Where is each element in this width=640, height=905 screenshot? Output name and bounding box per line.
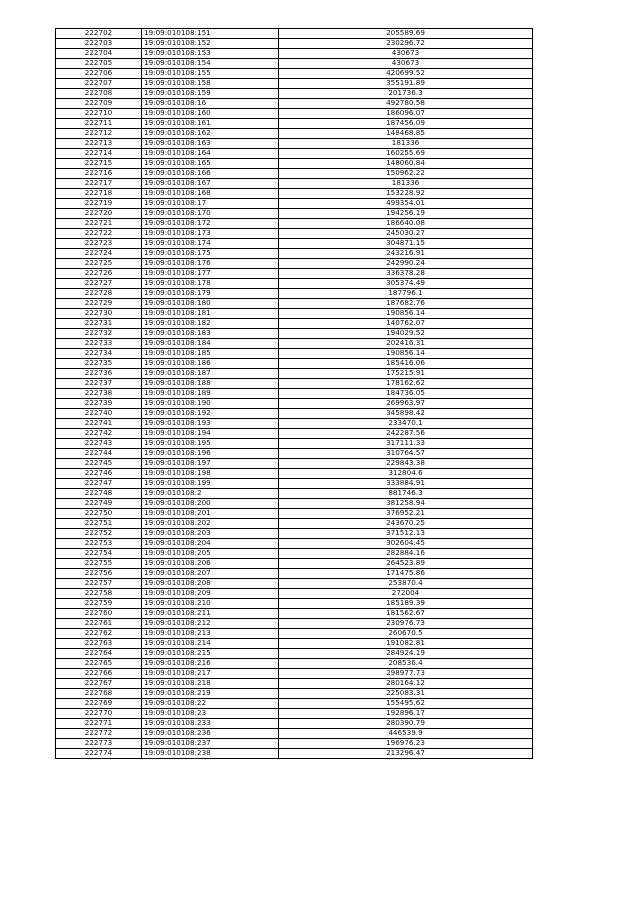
value-cell: 196976.23 xyxy=(279,739,533,749)
cadastral-number-cell: 19:09:010108:214 xyxy=(142,639,279,649)
row-id-cell: 222708 xyxy=(56,89,142,99)
row-id-cell: 222729 xyxy=(56,299,142,309)
cadastral-number-cell: 19:09:010108:167 xyxy=(142,179,279,189)
table-row xyxy=(56,729,533,739)
cadastral-number-cell: 19:09:010108:151 xyxy=(142,29,279,39)
value-cell: 376952.21 xyxy=(279,509,533,519)
cadastral-number-cell: 19:09:010108:173 xyxy=(142,229,279,239)
table-row xyxy=(56,539,533,549)
row-id-cell: 222757 xyxy=(56,579,142,589)
cadastral-number-cell: 19:09:010108:16 xyxy=(142,99,279,109)
cadastral-number-cell: 19:09:010108:195 xyxy=(142,439,279,449)
row-id-cell: 222746 xyxy=(56,469,142,479)
cadastral-number-cell: 19:09:010108:190 xyxy=(142,399,279,409)
row-id-cell: 222714 xyxy=(56,149,142,159)
row-id-cell: 222721 xyxy=(56,219,142,229)
cadastral-number-cell: 19:09:010108:181 xyxy=(142,309,279,319)
value-cell: 420699.52 xyxy=(279,69,533,79)
value-cell: 446539.9 xyxy=(279,729,533,739)
row-id-cell: 222766 xyxy=(56,669,142,679)
row-id-cell: 222738 xyxy=(56,389,142,399)
cadastral-number-cell: 19:09:010108:152 xyxy=(142,39,279,49)
cadastral-number-cell: 19:09:010108:177 xyxy=(142,269,279,279)
table-row xyxy=(56,339,533,349)
row-id-cell: 222703 xyxy=(56,39,142,49)
row-id-cell: 222749 xyxy=(56,499,142,509)
row-id-cell: 222736 xyxy=(56,369,142,379)
row-id-cell: 222773 xyxy=(56,739,142,749)
table-row xyxy=(56,129,533,139)
value-cell: 184736.05 xyxy=(279,389,533,399)
value-cell: 298977.73 xyxy=(279,669,533,679)
cadastral-number-cell: 19:09:010108:215 xyxy=(142,649,279,659)
cadastral-number-cell: 19:09:010108:211 xyxy=(142,609,279,619)
value-cell: 229843.38 xyxy=(279,459,533,469)
table-row xyxy=(56,279,533,289)
row-id-cell: 222724 xyxy=(56,249,142,259)
value-cell: 171475.86 xyxy=(279,569,533,579)
table-row xyxy=(56,719,533,729)
cadastral-number-cell: 19:09:010108:196 xyxy=(142,449,279,459)
cadastral-number-cell: 19:09:010108:2 xyxy=(142,489,279,499)
row-id-cell: 222705 xyxy=(56,59,142,69)
value-cell: 260670.5 xyxy=(279,629,533,639)
value-cell: 185416.06 xyxy=(279,359,533,369)
cadastral-number-cell: 19:09:010108:180 xyxy=(142,299,279,309)
value-cell: 304871.15 xyxy=(279,239,533,249)
row-id-cell: 222760 xyxy=(56,609,142,619)
cadastral-number-cell: 19:09:010108:23 xyxy=(142,709,279,719)
row-id-cell: 222720 xyxy=(56,209,142,219)
row-id-cell: 222726 xyxy=(56,269,142,279)
row-id-cell: 222741 xyxy=(56,419,142,429)
value-cell: 302604.45 xyxy=(279,539,533,549)
table-row xyxy=(56,49,533,59)
table-row xyxy=(56,349,533,359)
row-id-cell: 222767 xyxy=(56,679,142,689)
cadastral-number-cell: 19:09:010108:178 xyxy=(142,279,279,289)
cadastral-number-cell: 19:09:010108:209 xyxy=(142,589,279,599)
row-id-cell: 222715 xyxy=(56,159,142,169)
row-id-cell: 222759 xyxy=(56,599,142,609)
value-cell: 186640.08 xyxy=(279,219,533,229)
cadastral-number-cell: 19:09:010108:17 xyxy=(142,199,279,209)
cadastral-number-cell: 19:09:010108:179 xyxy=(142,289,279,299)
value-cell: 190856.14 xyxy=(279,309,533,319)
table-row xyxy=(56,109,533,119)
value-cell: 230296.72 xyxy=(279,39,533,49)
row-id-cell: 222740 xyxy=(56,409,142,419)
table-row xyxy=(56,359,533,369)
row-id-cell: 222769 xyxy=(56,699,142,709)
cadastral-number-cell: 19:09:010108:159 xyxy=(142,89,279,99)
value-cell: 208536.4 xyxy=(279,659,533,669)
table-row xyxy=(56,99,533,109)
table-row xyxy=(56,439,533,449)
value-cell: 245030.27 xyxy=(279,229,533,239)
value-cell: 312804.6 xyxy=(279,469,533,479)
value-cell: 202416.31 xyxy=(279,339,533,349)
value-cell: 178162.62 xyxy=(279,379,533,389)
cadastral-number-cell: 19:09:010108:194 xyxy=(142,429,279,439)
value-cell: 192896.17 xyxy=(279,709,533,719)
table-row xyxy=(56,519,533,529)
table-row xyxy=(56,499,533,509)
row-id-cell: 222754 xyxy=(56,549,142,559)
cadastral-number-cell: 19:09:010108:176 xyxy=(142,259,279,269)
row-id-cell: 222753 xyxy=(56,539,142,549)
table-row xyxy=(56,479,533,489)
row-id-cell: 222751 xyxy=(56,519,142,529)
table-row xyxy=(56,229,533,239)
cadastral-number-cell: 19:09:010108:207 xyxy=(142,569,279,579)
row-id-cell: 222711 xyxy=(56,119,142,129)
cadastral-number-cell: 19:09:010108:174 xyxy=(142,239,279,249)
cadastral-number-cell: 19:09:010108:163 xyxy=(142,139,279,149)
row-id-cell: 222713 xyxy=(56,139,142,149)
row-id-cell: 222702 xyxy=(56,29,142,39)
value-cell: 187796.1 xyxy=(279,289,533,299)
value-cell: 140762.07 xyxy=(279,319,533,329)
table-row xyxy=(56,79,533,89)
row-id-cell: 222763 xyxy=(56,639,142,649)
row-id-cell: 222722 xyxy=(56,229,142,239)
value-cell: 333884.91 xyxy=(279,479,533,489)
cadastral-number-cell: 19:09:010108:164 xyxy=(142,149,279,159)
data-table xyxy=(55,28,533,759)
cadastral-number-cell: 19:09:010108:199 xyxy=(142,479,279,489)
cadastral-number-cell: 19:09:010108:184 xyxy=(142,339,279,349)
value-cell: 310764.57 xyxy=(279,449,533,459)
cadastral-number-cell: 19:09:010108:158 xyxy=(142,79,279,89)
cadastral-number-cell: 19:09:010108:204 xyxy=(142,539,279,549)
row-id-cell: 222728 xyxy=(56,289,142,299)
row-id-cell: 222774 xyxy=(56,749,142,759)
cadastral-number-cell: 19:09:010108:217 xyxy=(142,669,279,679)
table-row xyxy=(56,249,533,259)
table-row xyxy=(56,659,533,669)
row-id-cell: 222716 xyxy=(56,169,142,179)
table-row xyxy=(56,209,533,219)
row-id-cell: 222737 xyxy=(56,379,142,389)
table-row xyxy=(56,369,533,379)
table-row xyxy=(56,139,533,149)
table-row xyxy=(56,529,533,539)
value-cell: 155495.62 xyxy=(279,699,533,709)
value-cell: 280390.79 xyxy=(279,719,533,729)
row-id-cell: 222772 xyxy=(56,729,142,739)
table-row xyxy=(56,699,533,709)
table-row xyxy=(56,309,533,319)
table-row xyxy=(56,159,533,169)
row-id-cell: 222719 xyxy=(56,199,142,209)
cadastral-number-cell: 19:09:010108:200 xyxy=(142,499,279,509)
row-id-cell: 222707 xyxy=(56,79,142,89)
row-id-cell: 222764 xyxy=(56,649,142,659)
value-cell: 317111.33 xyxy=(279,439,533,449)
cadastral-number-cell: 19:09:010108:198 xyxy=(142,469,279,479)
row-id-cell: 222732 xyxy=(56,329,142,339)
cadastral-number-cell: 19:09:010108:213 xyxy=(142,629,279,639)
row-id-cell: 222750 xyxy=(56,509,142,519)
value-cell: 305374.49 xyxy=(279,279,533,289)
value-cell: 264523.89 xyxy=(279,559,533,569)
row-id-cell: 222733 xyxy=(56,339,142,349)
cadastral-number-cell: 19:09:010108:166 xyxy=(142,169,279,179)
table-row xyxy=(56,379,533,389)
value-cell: 160255.69 xyxy=(279,149,533,159)
cadastral-number-cell: 19:09:010108:165 xyxy=(142,159,279,169)
table-row xyxy=(56,299,533,309)
cadastral-number-cell: 19:09:010108:185 xyxy=(142,349,279,359)
table-row xyxy=(56,579,533,589)
row-id-cell: 222717 xyxy=(56,179,142,189)
table-row xyxy=(56,89,533,99)
table-row xyxy=(56,489,533,499)
value-cell: 213296.47 xyxy=(279,749,533,759)
cadastral-number-cell: 19:09:010108:22 xyxy=(142,699,279,709)
value-cell: 148060.84 xyxy=(279,159,533,169)
cadastral-number-cell: 19:09:010108:172 xyxy=(142,219,279,229)
value-cell: 492780.58 xyxy=(279,99,533,109)
value-cell: 282884.16 xyxy=(279,549,533,559)
value-cell: 187682.76 xyxy=(279,299,533,309)
value-cell: 185189.39 xyxy=(279,599,533,609)
table-row xyxy=(56,459,533,469)
table-row xyxy=(56,569,533,579)
cadastral-number-cell: 19:09:010108:154 xyxy=(142,59,279,69)
table-row xyxy=(56,219,533,229)
table-row xyxy=(56,619,533,629)
table-row xyxy=(56,709,533,719)
value-cell: 430673 xyxy=(279,49,533,59)
cadastral-number-cell: 19:09:010108:162 xyxy=(142,129,279,139)
row-id-cell: 222712 xyxy=(56,129,142,139)
cadastral-number-cell: 19:09:010108:202 xyxy=(142,519,279,529)
row-id-cell: 222735 xyxy=(56,359,142,369)
value-cell: 194256.19 xyxy=(279,209,533,219)
table-row xyxy=(56,59,533,69)
value-cell: 243216.91 xyxy=(279,249,533,259)
table-row xyxy=(56,689,533,699)
row-id-cell: 222756 xyxy=(56,569,142,579)
value-cell: 355191.89 xyxy=(279,79,533,89)
cadastral-number-cell: 19:09:010108:197 xyxy=(142,459,279,469)
table-row xyxy=(56,609,533,619)
value-cell: 181336 xyxy=(279,139,533,149)
table-row xyxy=(56,399,533,409)
value-cell: 150962.22 xyxy=(279,169,533,179)
cadastral-number-cell: 19:09:010108:212 xyxy=(142,619,279,629)
cadastral-number-cell: 19:09:010108:216 xyxy=(142,659,279,669)
table-row xyxy=(56,69,533,79)
table-row xyxy=(56,749,533,759)
table-row xyxy=(56,449,533,459)
row-id-cell: 222718 xyxy=(56,189,142,199)
value-cell: 225083.31 xyxy=(279,689,533,699)
row-id-cell: 222762 xyxy=(56,629,142,639)
table-row xyxy=(56,169,533,179)
value-cell: 175215.91 xyxy=(279,369,533,379)
row-id-cell: 222727 xyxy=(56,279,142,289)
value-cell: 186096.07 xyxy=(279,109,533,119)
cadastral-number-cell: 19:09:010108:153 xyxy=(142,49,279,59)
row-id-cell: 222748 xyxy=(56,489,142,499)
table-row xyxy=(56,119,533,129)
table-row xyxy=(56,259,533,269)
row-id-cell: 222747 xyxy=(56,479,142,489)
row-id-cell: 222771 xyxy=(56,719,142,729)
table-row xyxy=(56,329,533,339)
value-cell: 153228.92 xyxy=(279,189,533,199)
cadastral-number-cell: 19:09:010108:208 xyxy=(142,579,279,589)
value-cell: 430673 xyxy=(279,59,533,69)
cadastral-number-cell: 19:09:010108:175 xyxy=(142,249,279,259)
cadastral-number-cell: 19:09:010108:203 xyxy=(142,529,279,539)
table-row xyxy=(56,179,533,189)
table-row xyxy=(56,189,533,199)
table-row xyxy=(56,389,533,399)
table-row xyxy=(56,419,533,429)
table-row xyxy=(56,559,533,569)
cadastral-number-cell: 19:09:010108:192 xyxy=(142,409,279,419)
row-id-cell: 222761 xyxy=(56,619,142,629)
cadastral-number-cell: 19:09:010108:170 xyxy=(142,209,279,219)
table-row xyxy=(56,639,533,649)
row-id-cell: 222745 xyxy=(56,459,142,469)
table-row xyxy=(56,549,533,559)
cadastral-number-cell: 19:09:010108:238 xyxy=(142,749,279,759)
table-row xyxy=(56,629,533,639)
row-id-cell: 222755 xyxy=(56,559,142,569)
table-row xyxy=(56,319,533,329)
table-row xyxy=(56,289,533,299)
row-id-cell: 222734 xyxy=(56,349,142,359)
row-id-cell: 222739 xyxy=(56,399,142,409)
row-id-cell: 222731 xyxy=(56,319,142,329)
cadastral-number-cell: 19:09:010108:155 xyxy=(142,69,279,79)
row-id-cell: 222758 xyxy=(56,589,142,599)
table-row xyxy=(56,29,533,39)
value-cell: 242990.24 xyxy=(279,259,533,269)
value-cell: 181562.67 xyxy=(279,609,533,619)
value-cell: 194029.52 xyxy=(279,329,533,339)
cadastral-number-cell: 19:09:010108:210 xyxy=(142,599,279,609)
row-id-cell: 222704 xyxy=(56,49,142,59)
table-row xyxy=(56,269,533,279)
table-row xyxy=(56,589,533,599)
value-cell: 233470.1 xyxy=(279,419,533,429)
value-cell: 272004 xyxy=(279,589,533,599)
value-cell: 284924.19 xyxy=(279,649,533,659)
row-id-cell: 222709 xyxy=(56,99,142,109)
row-id-cell: 222752 xyxy=(56,529,142,539)
table-row xyxy=(56,649,533,659)
table-row xyxy=(56,199,533,209)
value-cell: 881746.3 xyxy=(279,489,533,499)
cadastral-number-cell: 19:09:010108:236 xyxy=(142,729,279,739)
cadastral-number-cell: 19:09:010108:186 xyxy=(142,359,279,369)
value-cell: 280164.12 xyxy=(279,679,533,689)
value-cell: 345898.42 xyxy=(279,409,533,419)
cadastral-number-cell: 19:09:010108:205 xyxy=(142,549,279,559)
cadastral-number-cell: 19:09:010108:188 xyxy=(142,379,279,389)
value-cell: 243670.25 xyxy=(279,519,533,529)
cadastral-number-cell: 19:09:010108:168 xyxy=(142,189,279,199)
value-cell: 371512.13 xyxy=(279,529,533,539)
row-id-cell: 222706 xyxy=(56,69,142,79)
row-id-cell: 222730 xyxy=(56,309,142,319)
value-cell: 253870.4 xyxy=(279,579,533,589)
table-row xyxy=(56,149,533,159)
value-cell: 205589.69 xyxy=(279,29,533,39)
value-cell: 187456.09 xyxy=(279,119,533,129)
row-id-cell: 222768 xyxy=(56,689,142,699)
row-id-cell: 222765 xyxy=(56,659,142,669)
cadastral-number-cell: 19:09:010108:187 xyxy=(142,369,279,379)
table-row xyxy=(56,739,533,749)
value-cell: 269963.97 xyxy=(279,399,533,409)
table-row xyxy=(56,509,533,519)
row-id-cell: 222710 xyxy=(56,109,142,119)
value-cell: 181336 xyxy=(279,179,533,189)
cadastral-number-cell: 19:09:010108:219 xyxy=(142,689,279,699)
value-cell: 191082.81 xyxy=(279,639,533,649)
cadastral-number-cell: 19:09:010108:161 xyxy=(142,119,279,129)
table-row xyxy=(56,39,533,49)
value-cell: 381258.94 xyxy=(279,499,533,509)
cadastral-number-cell: 19:09:010108:218 xyxy=(142,679,279,689)
cadastral-number-cell: 19:09:010108:206 xyxy=(142,559,279,569)
row-id-cell: 222744 xyxy=(56,449,142,459)
value-cell: 242287.56 xyxy=(279,429,533,439)
cadastral-number-cell: 19:09:010108:183 xyxy=(142,329,279,339)
value-cell: 230976.73 xyxy=(279,619,533,629)
cadastral-number-cell: 19:09:010108:233 xyxy=(142,719,279,729)
row-id-cell: 222743 xyxy=(56,439,142,449)
value-cell: 190856.14 xyxy=(279,349,533,359)
table-row xyxy=(56,599,533,609)
cadastral-number-cell: 19:09:010108:201 xyxy=(142,509,279,519)
row-id-cell: 222770 xyxy=(56,709,142,719)
cadastral-number-cell: 19:09:010108:237 xyxy=(142,739,279,749)
document-page xyxy=(55,28,532,759)
cadastral-number-cell: 19:09:010108:189 xyxy=(142,389,279,399)
value-cell: 336378.28 xyxy=(279,269,533,279)
table-row xyxy=(56,469,533,479)
cadastral-number-cell: 19:09:010108:193 xyxy=(142,419,279,429)
table-row xyxy=(56,239,533,249)
cadastral-number-cell: 19:09:010108:182 xyxy=(142,319,279,329)
table-row xyxy=(56,429,533,439)
row-id-cell: 222725 xyxy=(56,259,142,269)
value-cell: 499354.01 xyxy=(279,199,533,209)
cadastral-number-cell: 19:09:010108:160 xyxy=(142,109,279,119)
row-id-cell: 222723 xyxy=(56,239,142,249)
value-cell: 148468.85 xyxy=(279,129,533,139)
table-row xyxy=(56,679,533,689)
table-body xyxy=(56,29,533,759)
row-id-cell: 222742 xyxy=(56,429,142,439)
table-row xyxy=(56,409,533,419)
table-row xyxy=(56,669,533,679)
value-cell: 201736.3 xyxy=(279,89,533,99)
